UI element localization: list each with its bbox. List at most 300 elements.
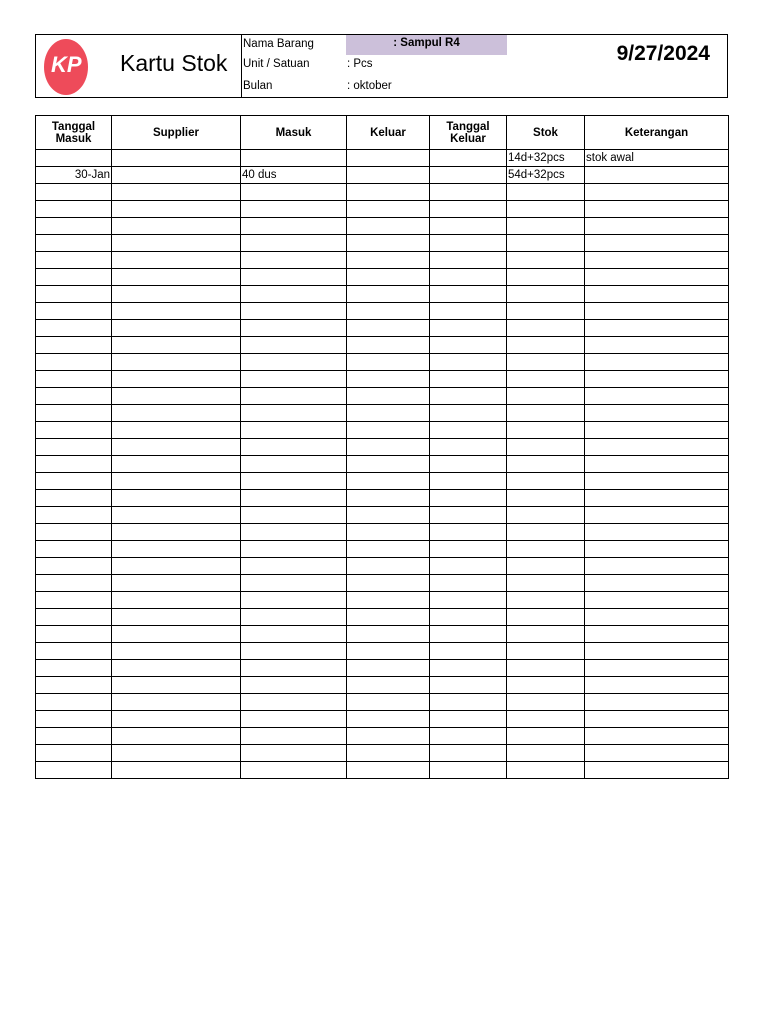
cell-keterangan[interactable] [585,575,729,592]
cell-stok[interactable] [507,252,585,269]
cell-keluar[interactable] [347,694,430,711]
cell-stok[interactable] [507,184,585,201]
cell-masuk[interactable] [241,354,347,371]
cell-tanggal-keluar[interactable] [430,235,507,252]
cell-supplier[interactable] [112,762,241,779]
table-row [36,456,729,473]
cell-tanggal-masuk[interactable] [36,524,112,541]
cell-keterangan[interactable] [585,320,729,337]
cell-tanggal-masuk[interactable] [36,354,112,371]
cell-keterangan[interactable] [585,371,729,388]
table-row [36,711,729,728]
cell-supplier[interactable] [112,303,241,320]
cell-keluar[interactable] [347,541,430,558]
cell-stok[interactable] [507,456,585,473]
cell-tanggal-masuk[interactable] [36,405,112,422]
cell-keterangan[interactable] [585,439,729,456]
logo-text: KP [51,52,82,77]
cell-supplier[interactable] [112,711,241,728]
cell-tanggal-masuk[interactable] [36,711,112,728]
cell-tanggal-keluar[interactable] [430,711,507,728]
cell-tanggal-masuk[interactable] [36,762,112,779]
cell-tanggal-keluar[interactable] [430,405,507,422]
cell-supplier[interactable] [112,456,241,473]
cell-stok[interactable] [507,745,585,762]
cell-keluar[interactable] [347,235,430,252]
cell-keluar[interactable] [347,388,430,405]
cell-stok[interactable] [507,507,585,524]
cell-tanggal-keluar[interactable] [430,507,507,524]
cell-tanggal-masuk[interactable] [36,609,112,626]
cell-tanggal-keluar[interactable] [430,456,507,473]
cell-masuk[interactable] [241,694,347,711]
cell-tanggal-masuk[interactable] [36,558,112,575]
cell-keluar[interactable] [347,643,430,660]
cell-masuk[interactable] [241,490,347,507]
cell-keterangan[interactable] [585,456,729,473]
cell-tanggal-keluar[interactable] [430,677,507,694]
cell-tanggal-masuk[interactable] [36,303,112,320]
cell-supplier[interactable] [112,167,241,184]
cell-masuk[interactable] [241,388,347,405]
cell-keluar[interactable] [347,677,430,694]
cell-tanggal-keluar[interactable] [430,167,507,184]
cell-tanggal-masuk[interactable] [36,388,112,405]
cell-tanggal-masuk[interactable] [36,456,112,473]
table-row [36,337,729,354]
cell-keterangan[interactable] [585,660,729,677]
cell-tanggal-masuk[interactable] [36,269,112,286]
cell-keluar[interactable] [347,286,430,303]
cell-stok[interactable] [507,575,585,592]
cell-supplier[interactable] [112,473,241,490]
cell-tanggal-keluar[interactable] [430,762,507,779]
cell-keterangan[interactable] [585,558,729,575]
cell-tanggal-keluar[interactable] [430,694,507,711]
cell-tanggal-keluar[interactable] [430,439,507,456]
cell-masuk[interactable] [241,150,347,167]
cell-keluar[interactable] [347,626,430,643]
cell-masuk[interactable] [241,405,347,422]
cell-stok[interactable] [507,660,585,677]
cell-tanggal-masuk[interactable] [36,320,112,337]
logo-cell [36,35,242,97]
cell-stok[interactable] [507,371,585,388]
cell-keterangan[interactable] [585,388,729,405]
month-label: Bulan [243,80,273,92]
cell-supplier[interactable] [112,745,241,762]
cell-supplier[interactable] [112,524,241,541]
cell-keterangan[interactable] [585,184,729,201]
cell-tanggal-masuk[interactable]: 30-Jan [36,167,112,184]
table-row [36,388,729,405]
table-row [36,184,729,201]
cell-tanggal-masuk[interactable] [36,184,112,201]
cell-tanggal-keluar[interactable] [430,252,507,269]
header-box [35,34,728,98]
table-row [36,252,729,269]
cell-keterangan[interactable] [585,762,729,779]
cell-masuk[interactable] [241,201,347,218]
cell-tanggal-keluar[interactable] [430,218,507,235]
cell-masuk[interactable]: 40 dus [241,167,347,184]
cell-keterangan[interactable] [585,677,729,694]
cell-masuk[interactable] [241,320,347,337]
cell-masuk[interactable] [241,626,347,643]
cell-masuk[interactable] [241,660,347,677]
cell-tanggal-masuk[interactable] [36,286,112,303]
cell-keluar[interactable] [347,167,430,184]
cell-masuk[interactable] [241,371,347,388]
cell-stok[interactable] [507,762,585,779]
cell-supplier[interactable] [112,269,241,286]
cell-keterangan[interactable] [585,303,729,320]
cell-masuk[interactable] [241,269,347,286]
cell-supplier[interactable] [112,184,241,201]
table-row [36,371,729,388]
cell-keluar[interactable] [347,592,430,609]
cell-stok[interactable] [507,269,585,286]
cell-masuk[interactable] [241,711,347,728]
cell-masuk[interactable] [241,609,347,626]
cell-supplier[interactable] [112,252,241,269]
col-stok: Stok [507,116,585,150]
cell-tanggal-keluar[interactable] [430,626,507,643]
cell-tanggal-masuk[interactable] [36,150,112,167]
cell-keluar[interactable] [347,473,430,490]
cell-keterangan[interactable] [585,422,729,439]
month-value: : oktober [347,80,392,92]
cell-tanggal-masuk[interactable] [36,252,112,269]
cell-tanggal-keluar[interactable] [430,490,507,507]
cell-stok[interactable] [507,592,585,609]
cell-keterangan[interactable] [585,626,729,643]
cell-masuk[interactable] [241,541,347,558]
unit-label: Unit / Satuan [243,58,310,70]
cell-supplier[interactable] [112,575,241,592]
cell-supplier[interactable] [112,439,241,456]
cell-supplier[interactable] [112,218,241,235]
cell-tanggal-keluar[interactable] [430,524,507,541]
cell-masuk[interactable] [241,218,347,235]
date-value: 9/27/2024 [616,42,710,65]
cell-keterangan[interactable] [585,286,729,303]
table-row [36,694,729,711]
cell-keluar[interactable] [347,558,430,575]
cell-tanggal-masuk[interactable] [36,439,112,456]
cell-tanggal-masuk[interactable] [36,235,112,252]
cell-tanggal-keluar[interactable] [430,286,507,303]
cell-tanggal-keluar[interactable] [430,592,507,609]
cell-supplier[interactable] [112,677,241,694]
table-row [36,558,729,575]
cell-keterangan[interactable] [585,711,729,728]
cell-masuk[interactable] [241,235,347,252]
cell-supplier[interactable] [112,354,241,371]
cell-tanggal-keluar[interactable] [430,150,507,167]
cell-keluar[interactable] [347,252,430,269]
cell-keterangan[interactable] [585,405,729,422]
cell-tanggal-keluar[interactable] [430,473,507,490]
cell-masuk[interactable] [241,184,347,201]
cell-keluar[interactable] [347,201,430,218]
cell-masuk[interactable] [241,252,347,269]
col-keterangan: Keterangan [585,116,729,150]
cell-stok[interactable] [507,201,585,218]
cell-supplier[interactable] [112,660,241,677]
cell-tanggal-masuk[interactable] [36,541,112,558]
cell-stok[interactable] [507,320,585,337]
cell-keterangan[interactable] [585,167,729,184]
cell-keluar[interactable] [347,150,430,167]
cell-masuk[interactable] [241,592,347,609]
cell-keluar[interactable] [347,575,430,592]
cell-masuk[interactable] [241,456,347,473]
cell-keluar[interactable] [347,405,430,422]
cell-supplier[interactable] [112,728,241,745]
cell-keluar[interactable] [347,711,430,728]
cell-stok[interactable] [507,235,585,252]
table-row [36,354,729,371]
cell-tanggal-masuk[interactable] [36,626,112,643]
cell-supplier[interactable] [112,558,241,575]
cell-tanggal-masuk[interactable] [36,473,112,490]
cell-masuk[interactable] [241,762,347,779]
cell-supplier[interactable] [112,388,241,405]
cell-supplier[interactable] [112,286,241,303]
cell-tanggal-keluar[interactable] [430,303,507,320]
cell-stok[interactable] [507,626,585,643]
cell-keterangan[interactable] [585,490,729,507]
cell-tanggal-masuk[interactable] [36,745,112,762]
cell-supplier[interactable] [112,422,241,439]
cell-keterangan[interactable] [585,609,729,626]
cell-keterangan[interactable] [585,643,729,660]
table-row [36,609,729,626]
cell-tanggal-masuk[interactable] [36,575,112,592]
cell-tanggal-keluar[interactable] [430,320,507,337]
cell-masuk[interactable] [241,575,347,592]
cell-keterangan[interactable] [585,507,729,524]
cell-masuk[interactable] [241,524,347,541]
cell-tanggal-masuk[interactable] [36,643,112,660]
cell-tanggal-keluar[interactable] [430,575,507,592]
cell-tanggal-masuk[interactable] [36,201,112,218]
cell-masuk[interactable] [241,422,347,439]
cell-keterangan[interactable] [585,337,729,354]
table-row [36,201,729,218]
cell-tanggal-keluar[interactable] [430,269,507,286]
cell-stok[interactable]: 14d+32pcs [507,150,585,167]
cell-supplier[interactable] [112,490,241,507]
cell-tanggal-masuk[interactable] [36,490,112,507]
cell-supplier[interactable] [112,643,241,660]
cell-tanggal-keluar[interactable] [430,660,507,677]
cell-masuk[interactable] [241,337,347,354]
cell-stok[interactable] [507,524,585,541]
cell-keterangan[interactable] [585,218,729,235]
cell-tanggal-masuk[interactable] [36,660,112,677]
cell-tanggal-keluar[interactable] [430,745,507,762]
cell-stok[interactable] [507,286,585,303]
cell-supplier[interactable] [112,405,241,422]
cell-stok[interactable] [507,422,585,439]
cell-tanggal-keluar[interactable] [430,184,507,201]
cell-keluar[interactable] [347,371,430,388]
cell-keluar[interactable] [347,422,430,439]
cell-stok[interactable] [507,354,585,371]
cell-keluar[interactable] [347,337,430,354]
cell-keterangan[interactable]: stok awal [585,150,729,167]
cell-keluar[interactable] [347,439,430,456]
table-row [36,728,729,745]
cell-masuk[interactable] [241,507,347,524]
cell-supplier[interactable] [112,541,241,558]
cell-stok[interactable] [507,405,585,422]
cell-tanggal-keluar[interactable] [430,354,507,371]
cell-tanggal-keluar[interactable] [430,201,507,218]
cell-tanggal-keluar[interactable] [430,609,507,626]
cell-tanggal-masuk[interactable] [36,422,112,439]
cell-supplier[interactable] [112,150,241,167]
cell-stok[interactable] [507,609,585,626]
cell-tanggal-masuk[interactable] [36,507,112,524]
cell-stok[interactable] [507,490,585,507]
cell-keterangan[interactable] [585,694,729,711]
cell-keluar[interactable] [347,507,430,524]
cell-keterangan[interactable] [585,252,729,269]
cell-supplier[interactable] [112,592,241,609]
cell-tanggal-masuk[interactable] [36,677,112,694]
table-row [36,235,729,252]
cell-stok[interactable] [507,337,585,354]
cell-keterangan[interactable] [585,524,729,541]
cell-keluar[interactable] [347,745,430,762]
cell-keluar[interactable] [347,184,430,201]
cell-stok[interactable] [507,439,585,456]
table-row [36,677,729,694]
cell-keterangan[interactable] [585,592,729,609]
cell-tanggal-keluar[interactable] [430,558,507,575]
cell-masuk[interactable] [241,745,347,762]
cell-keluar[interactable] [347,762,430,779]
table-row [36,167,729,184]
cell-keluar[interactable] [347,303,430,320]
table-header-row [36,116,729,150]
unit-value: : Pcs [347,58,373,70]
cell-stok[interactable] [507,711,585,728]
cell-tanggal-keluar[interactable] [430,422,507,439]
cell-masuk[interactable] [241,728,347,745]
cell-tanggal-masuk[interactable] [36,728,112,745]
cell-supplier[interactable] [112,371,241,388]
cell-tanggal-masuk[interactable] [36,371,112,388]
cell-keluar[interactable] [347,320,430,337]
cell-keluar[interactable] [347,456,430,473]
cell-supplier[interactable] [112,320,241,337]
cell-stok[interactable] [507,643,585,660]
cell-stok[interactable] [507,303,585,320]
cell-stok[interactable] [507,388,585,405]
cell-stok[interactable] [507,694,585,711]
cell-supplier[interactable] [112,626,241,643]
cell-keluar[interactable] [347,354,430,371]
cell-supplier[interactable] [112,694,241,711]
cell-keluar[interactable] [347,218,430,235]
cell-keluar[interactable] [347,490,430,507]
cell-keluar[interactable] [347,609,430,626]
cell-masuk[interactable] [241,473,347,490]
cell-keterangan[interactable] [585,354,729,371]
table-row [36,490,729,507]
cell-tanggal-keluar[interactable] [430,388,507,405]
cell-keterangan[interactable] [585,269,729,286]
cell-supplier[interactable] [112,507,241,524]
cell-keterangan[interactable] [585,745,729,762]
table-row [36,422,729,439]
cell-keluar[interactable] [347,524,430,541]
cell-keluar[interactable] [347,660,430,677]
col-masuk: Masuk [241,116,347,150]
cell-keterangan[interactable] [585,473,729,490]
table-row [36,218,729,235]
cell-masuk[interactable] [241,286,347,303]
cell-tanggal-masuk[interactable] [36,337,112,354]
cell-stok[interactable] [507,677,585,694]
cell-masuk[interactable] [241,643,347,660]
cell-stok[interactable] [507,218,585,235]
cell-supplier[interactable] [112,201,241,218]
cell-masuk[interactable] [241,303,347,320]
cell-keluar[interactable] [347,728,430,745]
table-row [36,660,729,677]
table-row [36,643,729,660]
cell-stok[interactable] [507,558,585,575]
col-supplier: Supplier [112,116,241,150]
cell-tanggal-keluar[interactable] [430,643,507,660]
cell-supplier[interactable] [112,235,241,252]
cell-tanggal-keluar[interactable] [430,337,507,354]
cell-supplier[interactable] [112,337,241,354]
table-row [36,762,729,779]
cell-keluar[interactable] [347,269,430,286]
cell-stok[interactable] [507,541,585,558]
table-row [36,269,729,286]
table-row [36,592,729,609]
cell-tanggal-masuk[interactable] [36,694,112,711]
cell-keterangan[interactable] [585,728,729,745]
cell-stok[interactable]: 54d+32pcs [507,167,585,184]
cell-stok[interactable] [507,473,585,490]
cell-keterangan[interactable] [585,541,729,558]
cell-tanggal-keluar[interactable] [430,371,507,388]
cell-tanggal-masuk[interactable] [36,218,112,235]
cell-tanggal-keluar[interactable] [430,541,507,558]
table-row [36,524,729,541]
cell-keterangan[interactable] [585,201,729,218]
cell-masuk[interactable] [241,439,347,456]
table-body [36,150,729,779]
cell-keterangan[interactable] [585,235,729,252]
cell-supplier[interactable] [112,609,241,626]
cell-tanggal-masuk[interactable] [36,592,112,609]
cell-stok[interactable] [507,728,585,745]
page-title: Kartu Stok [120,50,228,76]
cell-tanggal-keluar[interactable] [430,728,507,745]
cell-masuk[interactable] [241,558,347,575]
cell-masuk[interactable] [241,677,347,694]
table-row [36,745,729,762]
